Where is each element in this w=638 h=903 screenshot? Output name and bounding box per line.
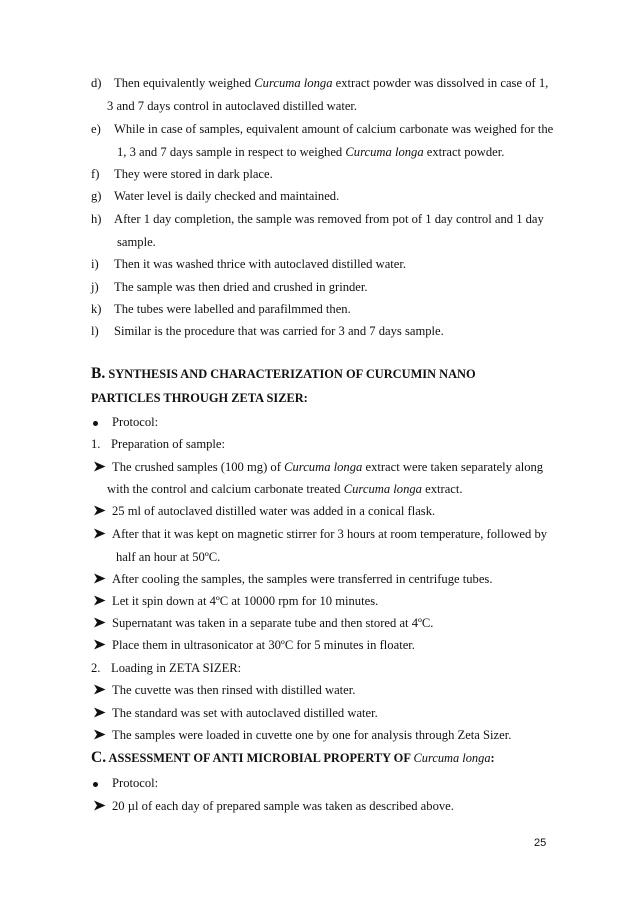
list-text: They were stored in dark place. — [114, 167, 273, 181]
step-number: 2. — [91, 661, 101, 675]
list-text: Let it spin down at 4ºC at 10000 rpm for 10 minutes. — [112, 594, 379, 608]
list-text: extract powder. — [423, 145, 505, 159]
list-text: extract powder was dissolved in case of 1, — [332, 76, 549, 90]
list-marker: i) — [91, 257, 99, 271]
section-letter: B. — [91, 365, 106, 382]
arrow-bullet-icon — [93, 617, 107, 628]
list-marker: j) — [91, 280, 99, 294]
numbered-step-2 — [91, 660, 241, 676]
list-item-d-continued — [107, 98, 357, 114]
arrow-item — [93, 615, 433, 631]
list-text: The cuvette was then rinsed with distilled water. — [112, 683, 356, 697]
list-text: Then it was washed thrice with autoclaved distilled water. — [114, 257, 407, 271]
arrow-bullet-icon — [93, 505, 107, 516]
list-text: 1, 3 and 7 days sample in respect to weighed — [117, 145, 346, 159]
arrow-item — [93, 526, 547, 542]
list-text: After cooling the samples, the samples were transferred in centrifuge tubes. — [112, 572, 493, 586]
list-text: 3 and 7 days control in autoclaved distilled water. — [107, 99, 358, 113]
list-item-l — [91, 323, 444, 339]
list-item-j — [91, 279, 368, 295]
bullet-icon — [93, 782, 98, 787]
list-item-i — [91, 256, 406, 272]
list-item-k — [91, 301, 351, 317]
list-item-g — [91, 188, 339, 204]
arrow-item — [93, 459, 543, 475]
list-text: extract were taken separately along — [362, 460, 544, 474]
list-item-e-continued — [117, 144, 504, 160]
arrow-bullet-icon — [93, 800, 107, 811]
arrow-bullet-icon — [93, 729, 107, 740]
list-text: The tubes were labelled and parafilmmed then. — [114, 302, 351, 316]
list-text: Place them in ultrasonicator at 30ºC for 5 minutes in floater. — [112, 638, 415, 652]
list-text: The samples were loaded in cuvette one by one for analysis through Zeta Sizer. — [112, 728, 512, 742]
section-c-heading — [91, 750, 495, 766]
arrow-item — [93, 637, 415, 653]
species-name: Curcuma longa — [284, 460, 363, 474]
list-text: Supernatant was taken in a separate tube and then stored at 4ºC. — [112, 616, 434, 630]
protocol-label: Protocol: — [112, 776, 159, 790]
list-text: After that it was kept on magnetic stirrer for 3 hours at room temperature, followed by — [112, 527, 548, 541]
arrow-bullet-icon — [93, 684, 107, 695]
section-b-heading — [91, 366, 476, 382]
section-title: SYNTHESIS AND CHARACTERIZATION OF CURCUMIN NANO — [108, 367, 476, 381]
list-text: sample. — [117, 235, 156, 249]
list-text: The crushed samples (100 mg) of — [112, 460, 285, 474]
protocol-bullet-b — [91, 414, 158, 430]
arrow-bullet-icon — [93, 595, 107, 606]
list-item-h — [91, 211, 544, 227]
arrow-item — [93, 727, 511, 743]
arrow-item — [93, 503, 435, 519]
list-text: While in case of samples, equivalent amount of calcium carbonate was weighed for the — [114, 122, 554, 136]
section-letter: C. — [91, 749, 107, 766]
list-text: 25 ml of autoclaved distilled water was added in a conical flask. — [112, 504, 436, 518]
list-text: extract. — [421, 482, 463, 496]
arrow-item — [93, 571, 492, 587]
arrow-bullet-icon — [93, 573, 107, 584]
list-marker: d) — [91, 76, 102, 90]
list-marker: g) — [91, 189, 102, 203]
step-title: Preparation of sample: — [111, 437, 226, 451]
section-title-colon: : — [490, 751, 495, 765]
list-text: The standard was set with autoclaved distilled water. — [112, 706, 378, 720]
list-item-h-continued — [117, 234, 156, 250]
arrow-bullet-icon — [93, 639, 107, 650]
species-name: Curcuma longa — [343, 482, 422, 496]
arrow-item-continued — [116, 549, 220, 565]
species-name: Curcuma longa — [345, 145, 424, 159]
protocol-bullet-c — [91, 775, 158, 791]
list-item-d — [91, 75, 548, 91]
species-name: Curcuma longa — [254, 76, 333, 90]
list-marker: l) — [91, 324, 99, 338]
protocol-label: Protocol: — [112, 415, 159, 429]
arrow-item — [93, 593, 378, 609]
section-title: PARTICLES THROUGH ZETA SIZER: — [91, 391, 308, 405]
list-text: half an hour at 50ºC. — [116, 550, 221, 564]
arrow-bullet-icon — [93, 707, 107, 718]
list-marker: k) — [91, 302, 102, 316]
numbered-step-1 — [91, 436, 225, 452]
list-text: After 1 day completion, the sample was removed from pot of 1 day control and 1 day — [114, 212, 544, 226]
arrow-bullet-icon — [93, 461, 107, 472]
list-item-f — [91, 166, 273, 182]
list-item-e — [91, 121, 553, 137]
list-text: Similar is the procedure that was carried for 3 and 7 days sample. — [114, 324, 444, 338]
list-marker: h) — [91, 212, 102, 226]
step-number: 1. — [91, 437, 101, 451]
arrow-item — [93, 798, 454, 814]
list-text: 20 µl of each day of prepared sample was taken as described above. — [112, 799, 454, 813]
species-name: Curcuma longa — [413, 751, 491, 765]
arrow-item — [93, 705, 378, 721]
list-text: The sample was then dried and crushed in grinder. — [114, 280, 368, 294]
list-text: Then equivalently weighed — [114, 76, 255, 90]
arrow-bullet-icon — [93, 528, 107, 539]
page-number: 25 — [534, 837, 547, 849]
arrow-item-continued — [107, 481, 463, 497]
list-marker: e) — [91, 122, 101, 136]
list-marker: f) — [91, 167, 100, 181]
list-text: with the control and calcium carbonate treated — [107, 482, 344, 496]
section-title: ASSESSMENT OF ANTI MICROBIAL PROPERTY OF — [108, 751, 414, 765]
step-title: Loading in ZETA SIZER: — [111, 661, 242, 675]
arrow-item — [93, 682, 355, 698]
section-b-heading-continued — [91, 390, 308, 406]
list-text: Water level is daily checked and maintained. — [114, 189, 340, 203]
bullet-icon — [93, 421, 98, 426]
